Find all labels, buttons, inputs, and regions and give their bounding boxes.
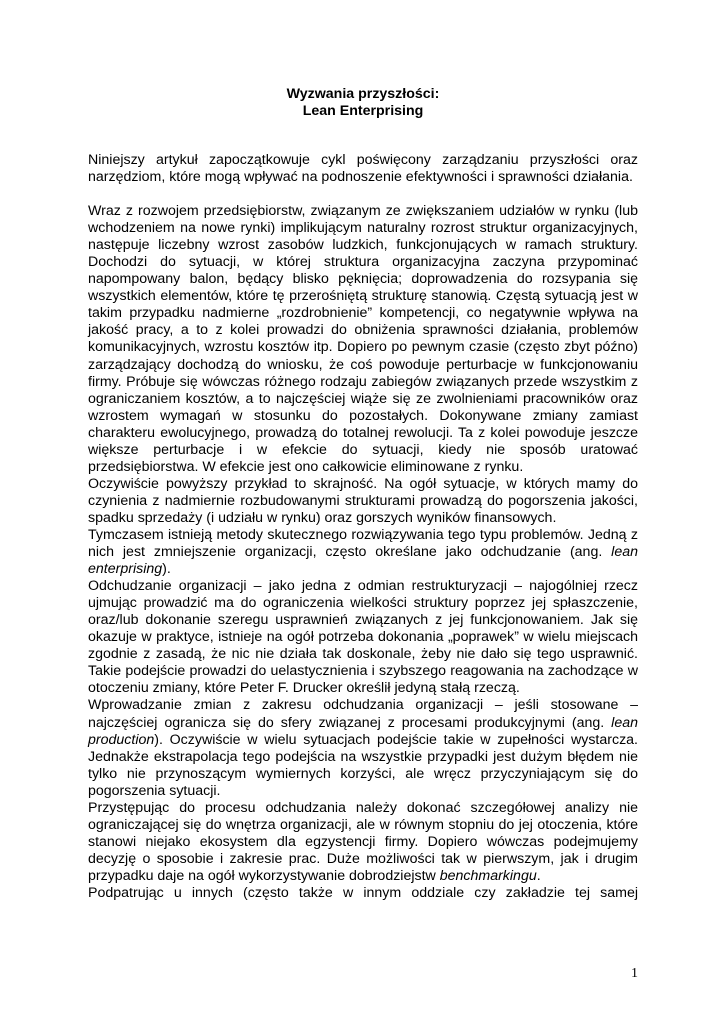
paragraph-analysis-term: benchmarkingu [439,867,537,884]
paragraph-production-term: lean production [88,714,638,748]
paragraph-growth: Wraz z rozwojem przedsiębiorstw, związanym ze zwiększaniem udziałów w rynku (lub wchodzeniem na nowe rynki) implikującym naturalny rozrost struktur organizacyjnych, następuje liczebny wzrost zasobów ludzkich, funkcjonujących w ramach struktury. Dochodzi do sytuacji, w której struktura organizacyjna zaczyna przypominać napompowany balon, będący blisko pęknięcia; doprowadzenia do rozsypania się wszystkich elementów, które tę przerośniętą strukturę stanowią. Częstą sytuacją jest w takim przypadku nadmierne „rozdrobnienie” kompetencji, co negatywnie wpływa na jakość pracy, a to z kolei prowadzi do obniżenia sprawności działania, problemów komunikacyjnych, wzrostu kosztów itp. Dopiero po pewnym czasie (często zbyt późno) zarządzający dochodzą do wniosku, że coś powoduje perturbacje w funkcjonowaniu firmy. Próbuje się wówczas różnego rodzaju zabiegów związanych przede wszystkim z ograniczaniem kosztów, a to najczęściej wiąże się ze zwolnieniami pracowników oraz wzrostem wymagań w stosunku do pozostałych. Dokonywane zmiany zamiast charakteru ewolucyjnego, prowadzą do totalnej rewolucji. Ta z kolei powoduje jeszcze większe perturbacje i w efekcie do sytuacji, kiedy nie sposób uratować przedsiębiorstwa. W efekcie jest ono całkowicie eliminowane z rynku. [88,203,638,475]
paragraph-methods-text: Tymczasem istnieją metody skutecznego rozwiązywania tego typu problemów. Jedną z nich jest zmniejszenie organizacji, często określane jako odchudzanie (ang. [88,526,638,561]
paragraph-production [88,697,638,799]
document-body [88,152,638,902]
paragraph-analysis-text: Przystępując do procesu odchudzania należy dokonać szczegółowej analizy nie ograniczającej się do wnętrza organizacji, ale w równym stopniu do jej otoczenia, które stanowi niejako ekosystem dla egzystencji firmy. Dopiero wówczas podejmujemy decyzję o sposobie i zakresie prac. Duże możliwości tak w pierwszym, jak i drugim przypadku daje na ogół wykorzystywanie dobrodziejstw [88,799,638,884]
paragraph-production-text: Wprowadzanie zmian z zakresu odchudzania organizacji – jeśli stosowane – najczęściej ogranicza się do sfery związanej z procesami produkcyjnymi (ang. [88,697,638,731]
paragraph-intro: Niniejszy artykuł zapoczątkowuje cykl poświęcony zarządzaniu przyszłości oraz narzędziom, które mogą wpływać na podnoszenie efektywności i sprawności działania. [88,152,638,186]
paragraph-methods-term: lean enterprising [88,544,638,578]
title-line-1: Wyzwania przyszłości: [286,86,440,102]
paragraph-definition: Odchudzanie organizacji – jako jedna z odmian restrukturyzacji – najogólniej rzecz ujmując prowadzić ma do ograniczenia wielkości struktury poprzez jej spłaszczenie, oraz/lub dokonanie szeregu usprawnień związanych z jej funkcjonowaniem. Jak się okazuje w praktyce, istnieje na ogół potrzeba dokonania „poprawek” w wielu miejscach zgodnie z zasadą, że nic nie działa tak doskonale, żeby nie dało się tego usprawnić. Takie podejście prowadzi do uelastycznienia i szybszego reagowania na zachodzące w otoczeniu zmiany, które Peter F. Drucker określił jedyną stałą rzeczą. [88,578,638,697]
paragraph-observation: Podpatrując u innych (często także w innym oddziale czy zakładzie tej samej [88,884,638,901]
paragraph-analysis-end: . [536,867,541,884]
title-line-2: Lean Enterprising [302,103,424,119]
paragraph-methods-end: ). [162,561,171,578]
paragraph-example: Oczywiście powyższy przykład to skrajność. Na ogół sytuacje, w których mamy do czynienia z nadmiernie rozbudowanymi strukturami prowadzą do pogorszenia jakości, spadku sprzedaży (i udziału w rynku) oraz gorszych wyników finansowych. [88,475,638,526]
page-number: 1 [631,966,638,981]
document-title [88,86,638,120]
paragraph-methods [88,527,638,578]
paragraph-analysis [88,800,638,885]
paragraph-production-end: ). Oczywiście w wielu sytuacjach podejście takie w zupełności wystarcza. Jednakże ekstrapolacja tego podejścia na wszystkie przypadki jest dużym błędem nie tylko nie przynoszącym wymiernych korzyści, ale wręcz przyczyniającym się do pogorszenia sytuacji. [88,731,638,799]
